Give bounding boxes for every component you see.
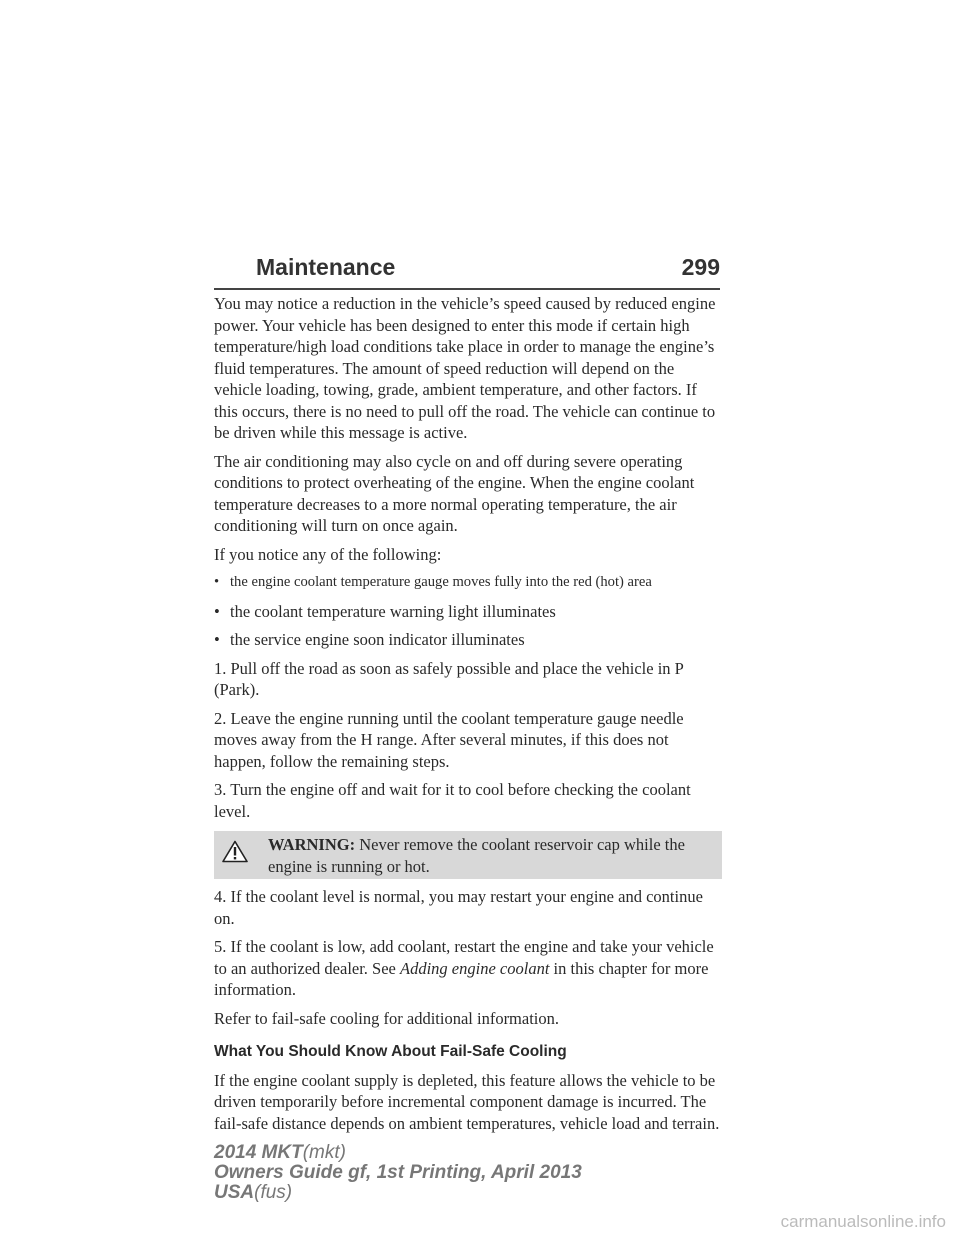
paragraph-reduced-speed: You may notice a reduction in the vehicle’s speed caused by reduced engine power. Your vehicle has been designed to enter this mode if certain high temperature/high load conditions take place in order to manage the engine’s fluid temperatures. The amount of speed reduction will depend on the vehicle loading, towing, grade, ambient temperature, and other factors. If this occurs, there is no need to pull off the road. The vehicle can continue to be driven while this message is active. [214,294,716,442]
watermark: carmanualsonline.info [780,1212,946,1231]
paragraph-fail-safe: If the engine coolant supply is depleted, this feature allows the vehicle to be driven temporarily before incremental component damage is incurred. The fail-safe distance depends on ambient temperatures, vehicle load and terrain. [214,1070,720,1133]
warning-text [268,834,716,877]
section-title: Maintenance [256,254,396,280]
footer-model: 2014 MKT [214,1142,303,1163]
footer-guide: Owners Guide gf, 1st Printing, April 2013 [214,1162,582,1183]
footer-line-model [214,1143,582,1163]
step-2: 2. Leave the engine running until the coolant temperature gauge needle moves away from the H range. After several minutes, if this does not happen, follow the remaining steps. [214,708,684,771]
warning-triangle-icon [214,834,268,869]
bullet-item [214,629,722,651]
cross-reference-link[interactable]: Adding engine coolant [400,958,550,978]
warning-box [214,831,722,879]
step-4: 4. If the coolant level is normal, you may restart your engine and continue on. [214,887,703,928]
page-header [214,252,720,290]
bullet-icon: • [214,574,220,590]
bullet-icon: • [214,630,220,649]
footer-line-market [214,1183,582,1203]
step-3: 3. Turn the engine off and wait for it to cool before checking the coolant level. [214,780,691,821]
bullet-icon: • [214,601,220,621]
paragraph-air-conditioning: The air conditioning may also cycle on and off during severe operating conditions to protect overheating of the engine. When the engine coolant temperature decreases to a more normal operating temperature, the air conditioning will turn on once again. [214,451,695,535]
page-footer [214,1143,582,1203]
step-1: 1. Pull off the road as soon as safely possible and place the vehicle in P (Park). [214,658,684,699]
bullet-item [214,601,722,623]
footer-model-code: (mkt) [302,1142,346,1163]
step-5-text-end: in this chapter for more information. [214,958,709,999]
paragraph-refer: Refer to fail-safe cooling for additional information. [214,1008,560,1028]
step-5 [214,936,722,1001]
subheading-fail-safe: What You Should Know About Fail-Safe Cooling [214,1043,567,1060]
bullet-item [214,572,722,594]
warning-message: Never remove the coolant reservoir cap while the engine is running or hot. [268,835,685,876]
bullet-text: the coolant temperature warning light illuminates [230,601,556,621]
warning-label: WARNING: [268,835,356,854]
paragraph-notice-intro: If you notice any of the following: [214,544,442,564]
footer-market-code: (fus) [254,1182,293,1203]
page-number: 299 [681,254,720,280]
footer-market: USA [214,1182,255,1203]
step-5-text: 5. If the coolant is low, add coolant, restart the engine and take your vehicle to an authorized dealer. See [214,937,714,978]
page-body [214,293,722,1141]
bullet-text: the service engine soon indicator illuminates [230,630,525,649]
bullet-text: the engine coolant temperature gauge moves fully into the red (hot) area [230,574,652,590]
